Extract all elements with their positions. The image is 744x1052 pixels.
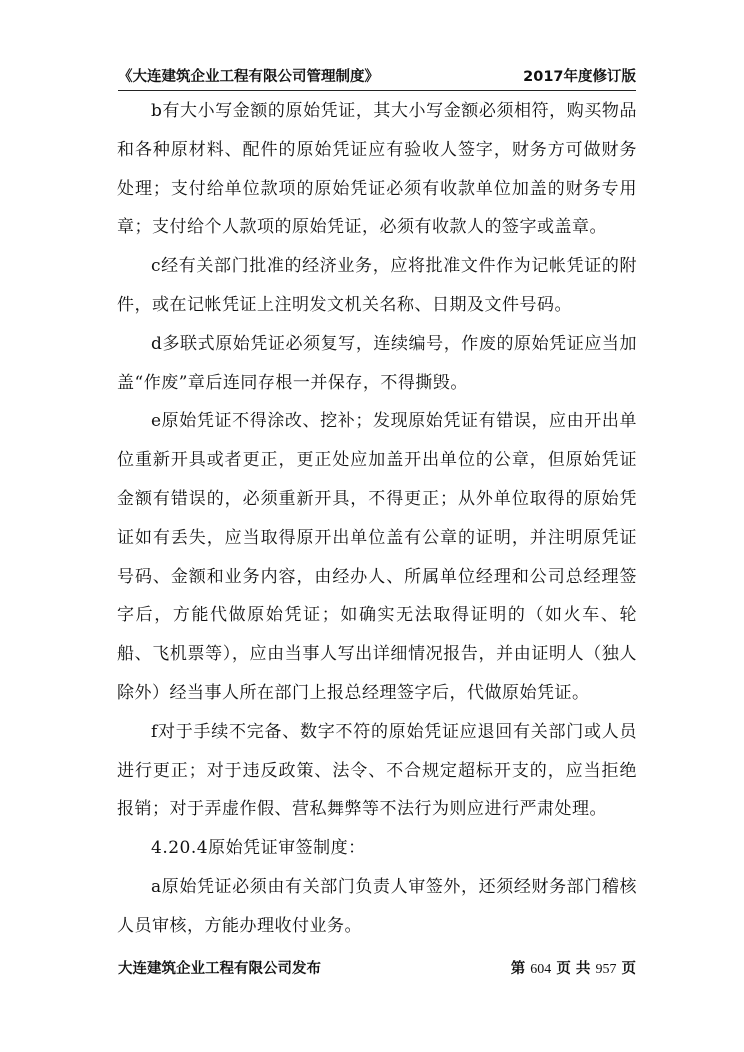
paragraph-e: e原始凭证不得涂改、挖补；发现原始凭证有错误，应由开出单位重新开具或者更正，更正处应加盖开出单位的公章，但原始凭证金额有错误的，必须重新开具，不得更正；从外单位取得的原始凭证如有丢失，应当取得原开出单位盖有公章的证明，并注明原凭证号码、金额和业务内容，由经办人、所属单位经理和公司总经理签字后，方能代做原始凭证；如确实无法取得证明的（如火车、轮船、飞机票等），应由当事人写出详细情况报告，并由证明人（独人除外）经当事人所在部门上报总经理签字后，代做原始凭证。 <box>117 411 637 703</box>
page-prefix: 第 <box>510 961 526 977</box>
page-total: 957 <box>595 962 617 977</box>
section-heading: 4.20.4原始凭证审签制度： <box>151 838 366 859</box>
page-suffix: 页 <box>621 961 636 977</box>
page-current: 604 <box>530 962 552 977</box>
page-number <box>511 958 636 981</box>
page-footer <box>118 958 636 980</box>
paragraph-b: b有大小写金额的原始凭证，其大小写金额必须相符，购买物品和各种原材料、配件的原始凭证应有验收人签字，财务方可做财务处理；支付给单位款项的原始凭证必须有收款单位加盖的财务专用章；支付给个人款项的原始凭证，必须有收款人的签字或盖章。 <box>117 101 637 238</box>
paragraph-d: d多联式原始凭证必须复写，连续编号，作废的原始凭证应当加盖“作废”章后连同存根一并保存，不得撕毁。 <box>117 333 637 393</box>
paragraph-a: a原始凭证必须由有关部门负责人审签外，还须经财务部门稽核人员审核，方能办理收付业务。 <box>117 876 637 936</box>
paragraph-f: f对于手续不完备、数字不符的原始凭证应退回有关部门或人员进行更正；对于违反政策、法令、不合规定超标开支的，应当拒绝报销；对于弄虚作假、营私舞弊等不法行为则应进行严肃处理。 <box>117 721 637 820</box>
page-mid: 页 共 <box>556 961 591 977</box>
paragraph-c: c经有关部门批准的经济业务，应将批准文件作为记帐凭证的附件，或在记帐凭证上注明发文机关名称、日期及文件号码。 <box>117 256 637 315</box>
document-body <box>117 92 637 946</box>
header-edition: 2017年度修订版 <box>523 69 636 85</box>
page-header <box>118 66 636 91</box>
footer-publisher: 大连建筑企业工程有限公司发布 <box>118 961 321 977</box>
header-title: 《大连建筑企业工程有限公司管理制度》 <box>118 69 379 85</box>
